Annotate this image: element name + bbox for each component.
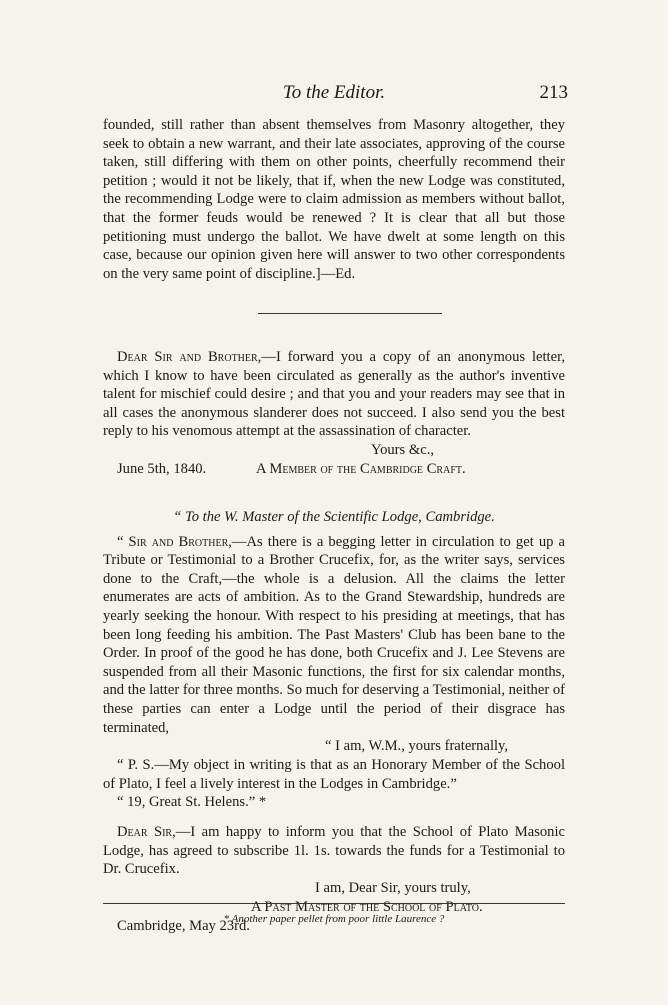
section-divider [258,313,442,314]
letter-school-of-plato-place-date: Cambridge, May 23rd. [117,917,250,934]
letter-forwarding-closing-row [103,441,565,460]
letter-school-of-plato-text [103,823,565,879]
footnote: * Another paper pellet from poor little Laurence ? [223,913,445,925]
letter-forwarding-signature-row [103,460,565,479]
letter-forwarding-signature: A Member of the Cambridge Craft. [256,460,466,477]
letter-forwarding-text [103,348,565,441]
letter-school-of-plato-closing: I am, Dear Sir, yours truly, [315,879,471,896]
letter-forwarding [103,348,565,479]
editorial-note: founded, still rather than absent themselves from Masonry altogether, they seek to obtain a new warrant, and their late associates, approving of the course taken, still differing with them on other points, cheerfully recommend their petition ; would it not be likely, that if, when the new Lodge was constituted, the recommending Lodge were to claim admission as members without ballot, that the former feuds would be renewed ? It is clear that all but those petitioning must undergo the ballot. We have dwelt at some length on this case, because our opinion given here will answer to two other correspondents on the very same point of discipline.]—Ed. [103,117,565,282]
anonymous-letter-closing-row [103,737,565,756]
anonymous-letter-heading: “ To the W. Master of the Scientific Lodge, Cambridge. [173,509,495,525]
letter-forwarding-date: June 5th, 1840. [117,460,207,477]
letter-school-of-plato-body: —I am happy to inform you that the School of Plato Masonic Lodge, has agreed to subscribe 1l. 1s. towards the funds for a Testimonial to Dr. Crucefix. [103,824,565,878]
letter-school-of-plato-closing-row [103,879,565,898]
footnote-divider [103,903,565,904]
anonymous-letter-salutation: “ Sir and Brother, [117,533,232,550]
page-number: 213 [539,82,568,103]
page-header [0,82,668,108]
letter-forwarding-body: —I forward you a copy of an anonymous letter, which I know to have been circulated as generally as the author's inventive talent for mischief could desire ; and that you and your readers may see that in all cases the anonymous slanderer does not succeed. I also send you the best reply to his venomous attempt at the assassination of character. [103,349,565,440]
letter-forwarding-salutation: Dear Sir and Brother, [117,349,262,365]
running-title: To the Editor. [282,82,386,103]
letter-forwarding-closing: Yours &c., [371,441,434,458]
letter-school-of-plato-salutation: Dear Sir, [117,824,176,840]
anonymous-letter-body: —As there is a begging letter in circulation to get up a Tribute or Testimonial to a Brother Crucefix, for, as the writer says, services done to the Craft,—the whole is a delusion. All the claims the letter enumerates are acts of ambition. As to the Grand Stewardship, hundreds are yearly seeking the honour. With respect to his presiding at meetings, that has been long feeding his ambition. The Past Masters' Club has been bane to the Order. In proof of the good he has done, both Crucefix and J. Lee Stevens are suspended from all their Masonic functions, the first for six calendar months, and the latter for three months. So much for deserving a Testimonial, neither of these parties can enter a Lodge until the period of their disgrace has terminated, [103,533,565,736]
anonymous-letter [103,508,565,812]
anonymous-letter-postscript: “ P. S.—My object in writing is that as an Honorary Member of the School of Plato, I feel a lively interest in the Lodges in Cambridge.” [103,757,565,792]
anonymous-letter-text [103,533,565,738]
letter-school-of-plato-signature: A Past Master of the School of Plato. [251,898,483,915]
anonymous-letter-address: “ 19, Great St. Helens.” * [117,794,267,811]
anonymous-letter-closing: “ I am, W.M., yours fraternally, [325,738,509,755]
